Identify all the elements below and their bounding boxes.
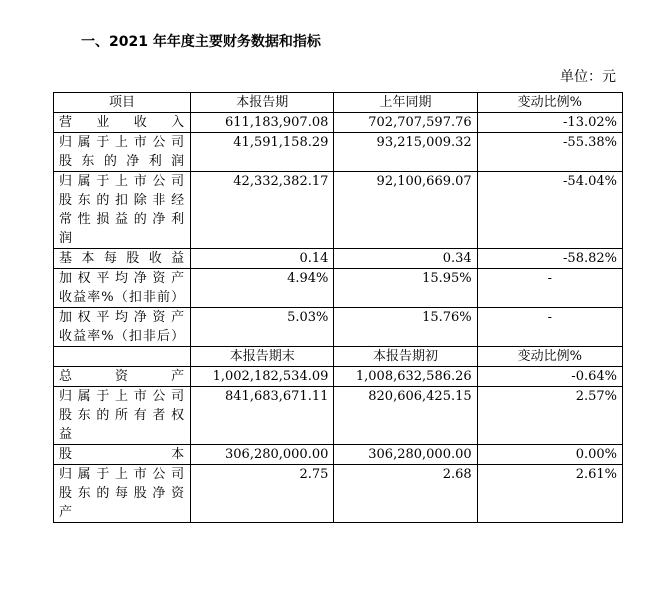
row-label [54, 249, 191, 269]
table-row [54, 445, 623, 465]
value-cell: 306,280,000.00 [334, 445, 477, 465]
value-cell: 42,332,382.17 [191, 172, 334, 249]
change-ratio-cell: -0.64% [477, 367, 622, 387]
row-label [54, 367, 191, 387]
change-ratio-cell: - [477, 308, 622, 347]
value-cell: 820,606,425.15 [334, 387, 477, 445]
table-row [54, 269, 623, 308]
value-cell: 93,215,009.32 [334, 133, 477, 172]
value-cell: 41,591,158.29 [191, 133, 334, 172]
row-label-line: 股东的每股净资 [59, 486, 186, 501]
row-label-line: 收益率%（扣非前） [59, 290, 186, 305]
row-label-line: 股东的所有者权 [59, 408, 186, 423]
row-label-line: 归属于上市公司 [59, 389, 186, 404]
row-label-line: 营业收入 [59, 115, 186, 130]
row-label-line: 归属于上市公司 [59, 467, 186, 482]
table-row [54, 172, 623, 249]
row-label-line: 股东的扣除非经 [59, 193, 186, 208]
financial-data-table [53, 92, 623, 523]
value-cell: 2.75 [191, 465, 334, 523]
row-label-line: 加权平均净资产 [59, 310, 186, 325]
column-header: 本报告期初 [334, 347, 477, 367]
row-label-line: 产 [59, 505, 74, 520]
row-label-line: 收益率%（扣非后） [59, 329, 186, 344]
table-header-row [54, 93, 623, 113]
row-label-line: 基本每股收益 [59, 251, 186, 266]
row-label-line: 股本 [59, 447, 186, 462]
value-cell: 1,008,632,586.26 [334, 367, 477, 387]
column-header: 变动比例% [477, 347, 622, 367]
value-cell: 702,707,597.76 [334, 113, 477, 133]
change-ratio-cell: -58.82% [477, 249, 622, 269]
value-cell: 1,002,182,534.09 [191, 367, 334, 387]
table-header-row [54, 347, 623, 367]
section-title: 一、2021 年年度主要财务数据和指标 [81, 34, 321, 50]
value-cell: 92,100,669.07 [334, 172, 477, 249]
table-row [54, 249, 623, 269]
table-row [54, 367, 623, 387]
change-ratio-cell: - [477, 269, 622, 308]
row-label-line: 加权平均净资产 [59, 271, 186, 286]
row-label [54, 269, 191, 308]
column-header: 变动比例% [477, 93, 622, 113]
value-cell: 306,280,000.00 [191, 445, 334, 465]
value-cell: 2.68 [334, 465, 477, 523]
column-header: 本报告期 [191, 93, 334, 113]
change-ratio-cell: -13.02% [477, 113, 622, 133]
unit-label: 单位：元 [560, 69, 616, 85]
row-label [54, 308, 191, 347]
column-header: 本报告期末 [191, 347, 334, 367]
value-cell: 15.95% [334, 269, 477, 308]
row-label-line: 益 [59, 427, 74, 442]
row-label [54, 113, 191, 133]
row-label [54, 172, 191, 249]
table-row [54, 465, 623, 523]
row-label [54, 445, 191, 465]
row-label-line: 股东的净利润 [59, 154, 186, 169]
row-label-line: 归属于上市公司 [59, 174, 186, 189]
column-header: 项目 [54, 93, 191, 113]
row-label-line: 常性损益的净利 [59, 212, 186, 227]
value-cell: 15.76% [334, 308, 477, 347]
row-label-line: 归属于上市公司 [59, 135, 186, 150]
row-label-line: 润 [59, 231, 74, 246]
row-label-line: 总资产 [59, 369, 186, 384]
value-cell: 5.03% [191, 308, 334, 347]
table-row [54, 387, 623, 445]
value-cell: 0.34 [334, 249, 477, 269]
table-row [54, 113, 623, 133]
value-cell: 4.94% [191, 269, 334, 308]
row-label [54, 133, 191, 172]
change-ratio-cell: 2.57% [477, 387, 622, 445]
column-header [54, 347, 191, 367]
value-cell: 0.14 [191, 249, 334, 269]
change-ratio-cell: 2.61% [477, 465, 622, 523]
change-ratio-cell: -55.38% [477, 133, 622, 172]
row-label [54, 465, 191, 523]
value-cell: 841,683,671.11 [191, 387, 334, 445]
column-header: 上年同期 [334, 93, 477, 113]
table-row [54, 133, 623, 172]
change-ratio-cell: 0.00% [477, 445, 622, 465]
value-cell: 611,183,907.08 [191, 113, 334, 133]
row-label [54, 387, 191, 445]
table-row [54, 308, 623, 347]
change-ratio-cell: -54.04% [477, 172, 622, 249]
